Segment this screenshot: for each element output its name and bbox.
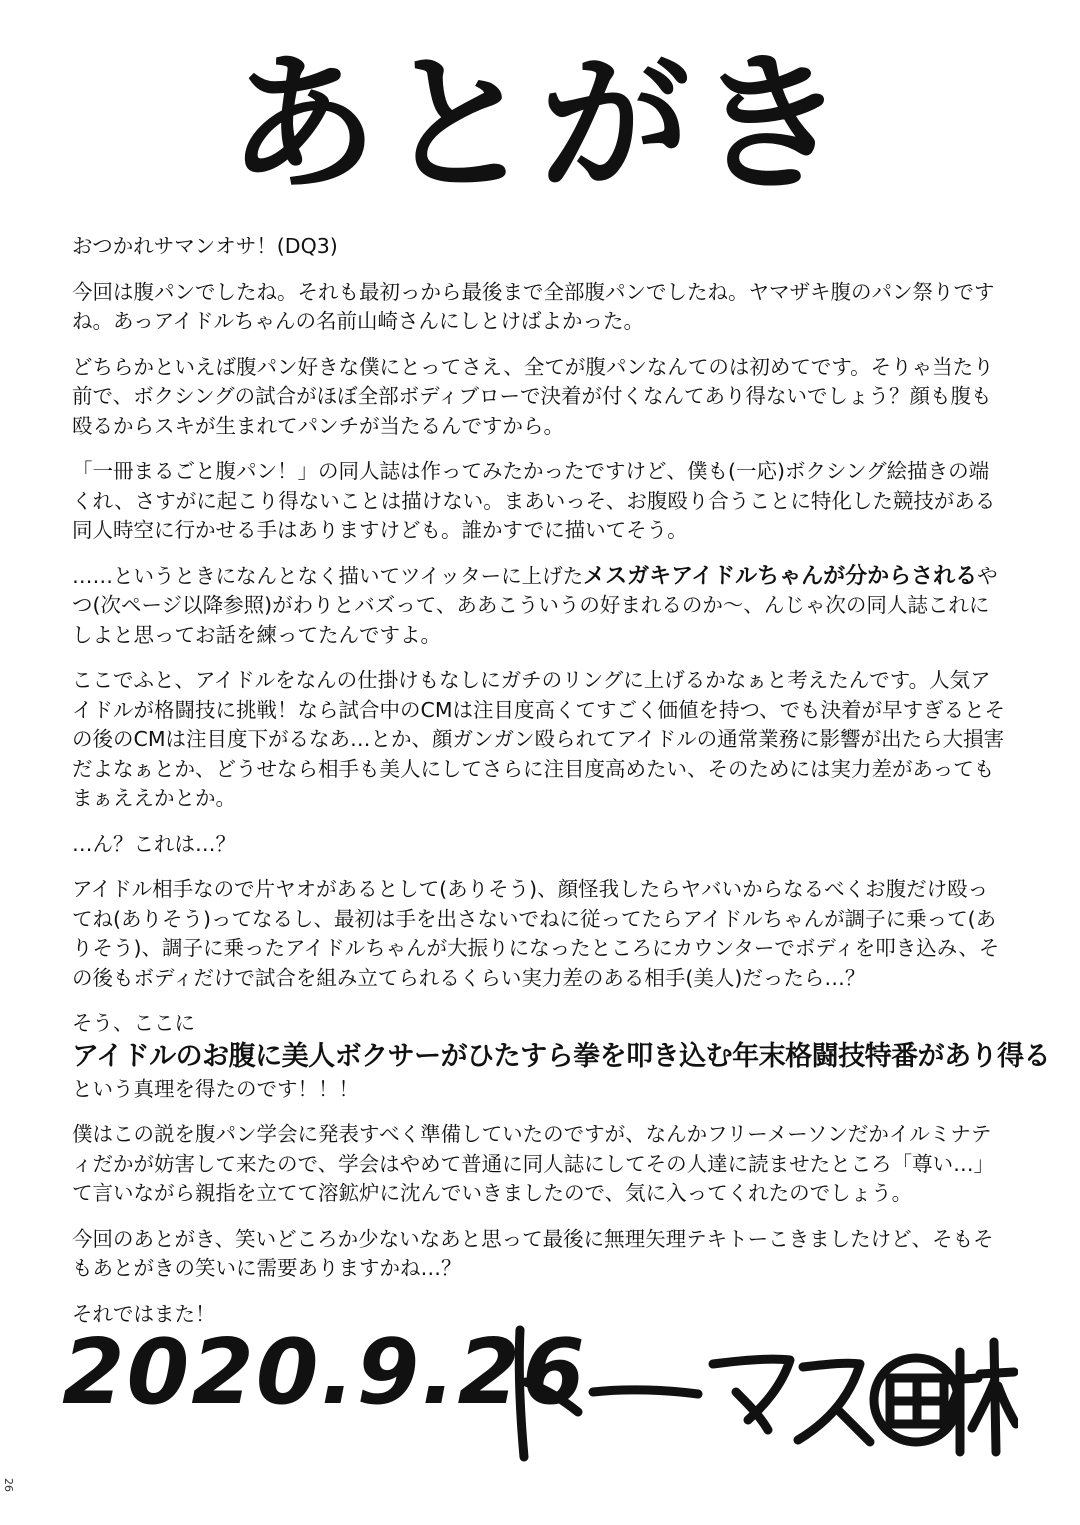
paragraph: ここでふと、アイドルをなんの仕掛けもなしにガチのリングに上げるかなぁと考えたんです。人気アイドルが格闘技に挑戦！なら試合中のCMは注目度高くてすごく価値を持つ、でも決着が早すぎるとその後のCMは注目度下がるなあ…とか、顔ガンガン殴られてアイドルの通常業務に影響が出たら大損害だよなぁとか、どうせなら相手も美人にしてさらに注目度高めたい、そのためには実力差があってもまぁええかとか。 bbox=[72, 668, 1006, 810]
highlight-statement: アイドルのお腹に美人ボクサーがひたすら拳を叩き込む年末格闘技特番があり得る bbox=[72, 1040, 1051, 1072]
emphasized-text: メスガキアイドルちゃんが分からされる bbox=[583, 563, 978, 589]
paragraph: 「一冊まるごと腹パン！」の同人誌は作ってみたかったですけど、僕も(一応)ボクシング絵描きの端くれ、さすがに起こり得ないことは描けない。まあいっそ、お腹殴り合うことに特化した競技がある同人時空に行かせる手はありますけども。誰かすでに描いてそう。 bbox=[72, 459, 996, 542]
page-number: 26 bbox=[2, 1478, 15, 1492]
paragraph bbox=[72, 1009, 1051, 1104]
paragraph-greeting: おつかれサマンオサ！(DQ3) bbox=[72, 234, 338, 258]
paragraph-text: ……というときになんとなく描いてツイッターに上げた bbox=[72, 563, 584, 588]
paragraph-text: そう、ここに bbox=[72, 1011, 195, 1035]
paragraph: …ん？これは…？ bbox=[72, 831, 236, 856]
handwritten-date: 2020.9.26 bbox=[62, 1320, 587, 1425]
paragraph-closing: それではまた！ bbox=[72, 1301, 216, 1326]
handwritten-signature bbox=[498, 1312, 1018, 1462]
paragraph bbox=[72, 562, 1008, 651]
afterword-body bbox=[72, 232, 1051, 1345]
paragraph: 今回のあとがき、笑いどころか少ないなあと思って最後に無理矢理テキトーこきましたけど、そもそもあとがきの笑いに需要ありますかね…？ bbox=[72, 1226, 994, 1280]
paragraph: アイドル相手なので片ヤオがあるとして(ありそう)、顔怪我したらヤバいからなるべくお腹だけ殴ってね(ありそう)ってなるし、最初は手を出さないでねに従ってたらアイドルちゃんが調子に乗って(ありそう)、調子に乗ったアイドルちゃんが大振りになったところにカウンターでボディを叩き込み、その後もボディだけで試合を組み立てられるくらい実力差のある相手(美人)だったら…？ bbox=[72, 877, 1000, 990]
paragraph: 今回は腹パンでしたね。それも最初っから最後まで全部腹パンでしたね。ヤマザキ腹のパン祭りですね。あっアイドルちゃんの名前山崎さんにしとけばよかった。 bbox=[72, 279, 995, 333]
paragraph-text: という真理を得たのです！！！ bbox=[72, 1076, 359, 1101]
page-title: あとがき bbox=[227, 38, 852, 212]
paragraph-text: やつ(次ページ以降参照)がわりとバズって、ああこういうの好まれるのか〜、んじゃ次の同人誌これにしよと思ってお話を練ってたんですよ。 bbox=[72, 563, 998, 647]
paragraph: 僕はこの説を腹パン学会に発表すべく準備していたのですが、なんかフリーメーソンだかイルミナティだかが妨害して来たので、学会はやめて普通に同人誌にしてその人達に読ませたところ「尊い…」て言いながら親指を立てて溶鉱炉に沈んでいきましたので、気に入ってくれたのでしょう。 bbox=[72, 1122, 995, 1205]
paragraph: どちらかといえば腹パン好きな僕にとってさえ、全てが腹パンなんてのは初めてです。そりゃ当たり前で、ボクシングの試合がほぼ全部ボディブローで決着が付くなんてあり得ないでしょう？顔も腹も殴るからスキが生まれてパンチが当たるんですから。 bbox=[72, 354, 994, 438]
